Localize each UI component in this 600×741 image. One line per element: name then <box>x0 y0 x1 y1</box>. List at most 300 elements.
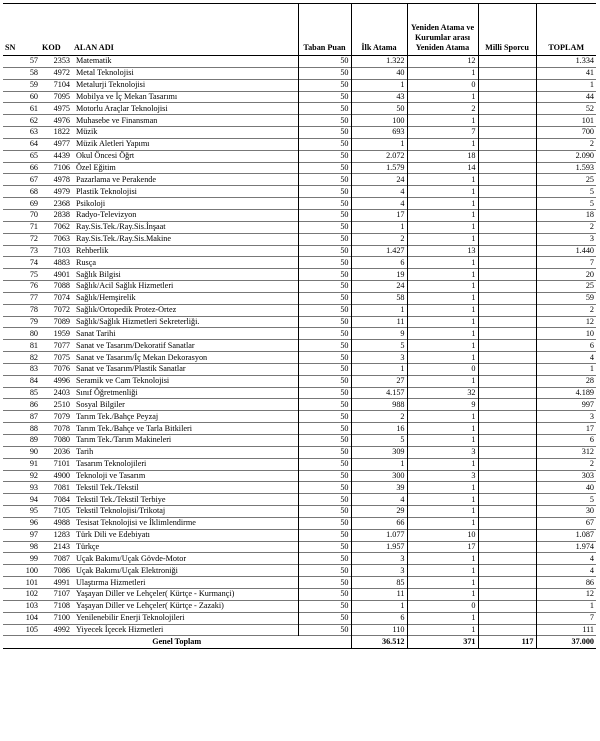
row-alan-adi: Tekstil Teknolojisi/Trikotaj <box>76 506 166 516</box>
row-toplam: 6 <box>536 435 596 447</box>
row-milli-sporcu <box>478 387 536 399</box>
row-taban-puan: 50 <box>298 186 351 198</box>
row-alan-adi: Müzik Aletleri Yapımı <box>76 139 150 149</box>
row-taban-puan: 50 <box>298 209 351 221</box>
row-taban-puan: 50 <box>298 387 351 399</box>
row-sn: 61 <box>29 103 38 113</box>
row-alan-adi: Yaşayan Diller ve Lehçeler( Kürtçe - Kurmançi) <box>76 589 235 599</box>
table-row <box>3 411 596 423</box>
row-milli-sporcu <box>478 245 536 257</box>
row-yeniden-atama: 12 <box>407 56 478 68</box>
row-alan-adi: Sağlık/Sağlık Hizmetleri Sekreterliği. <box>76 316 200 326</box>
row-toplam: 40 <box>536 482 596 494</box>
row-sn: 83 <box>29 364 38 374</box>
row-toplam: 17 <box>536 423 596 435</box>
row-sn: 102 <box>25 589 38 599</box>
row-sn: 91 <box>29 459 38 469</box>
row-alan-adi: Yiyecek İçecek Hizmetleri <box>76 624 164 634</box>
row-toplam: 12 <box>536 316 596 328</box>
row-yeniden-atama: 1 <box>407 91 478 103</box>
row-yeniden-atama: 0 <box>407 600 478 612</box>
table-row <box>3 67 596 79</box>
row-ilk-atama: 300 <box>351 470 407 482</box>
row-ilk-atama: 1.427 <box>351 245 407 257</box>
row-alan-adi: Okul Öncesi Öğrt <box>76 151 135 161</box>
header-alan-adi: ALAN ADI <box>74 43 114 52</box>
row-taban-puan: 50 <box>298 198 351 210</box>
row-alan-adi: Müzik <box>76 127 98 137</box>
row-taban-puan: 50 <box>298 482 351 494</box>
row-toplam: 2 <box>536 138 596 150</box>
row-milli-sporcu <box>478 435 536 447</box>
row-milli-sporcu <box>478 588 536 600</box>
row-kod: 4883 <box>53 257 70 267</box>
row-yeniden-atama: 1 <box>407 482 478 494</box>
row-taban-puan: 50 <box>298 316 351 328</box>
row-milli-sporcu <box>478 399 536 411</box>
row-milli-sporcu <box>478 423 536 435</box>
row-toplam: 2.090 <box>536 150 596 162</box>
row-kod: 7101 <box>53 459 70 469</box>
row-milli-sporcu <box>478 482 536 494</box>
row-alan-adi: Sağlık/Ortopedik Protez-Ortez <box>76 305 177 315</box>
header-taban-puan: Taban Puan <box>298 4 351 56</box>
row-kod: 7084 <box>53 494 70 504</box>
row-toplam: 4.189 <box>536 387 596 399</box>
row-yeniden-atama: 1 <box>407 198 478 210</box>
row-toplam: 4 <box>536 553 596 565</box>
table-row <box>3 245 596 257</box>
row-kod: 7089 <box>53 316 70 326</box>
total-milli-sporcu: 117 <box>478 636 536 649</box>
row-sn: 86 <box>29 399 38 409</box>
row-taban-puan: 50 <box>298 103 351 115</box>
row-kod: 4978 <box>53 174 70 184</box>
table-row <box>3 517 596 529</box>
row-kod: 7105 <box>53 506 70 516</box>
row-kod: 7088 <box>53 281 70 291</box>
row-kod: 1283 <box>53 530 70 540</box>
row-alan-adi: Türkçe <box>76 542 100 552</box>
table-row <box>3 150 596 162</box>
row-sn: 66 <box>29 163 38 173</box>
row-alan-adi: Tekstil Tek./Tekstil <box>76 482 139 492</box>
row-kod: 7079 <box>53 411 70 421</box>
row-kod: 4901 <box>53 269 70 279</box>
row-ilk-atama: 100 <box>351 115 407 127</box>
row-taban-puan: 50 <box>298 375 351 387</box>
row-toplam: 997 <box>536 399 596 411</box>
row-toplam: 52 <box>536 103 596 115</box>
row-kod: 2838 <box>53 210 70 220</box>
row-ilk-atama: 1 <box>351 221 407 233</box>
row-taban-puan: 50 <box>298 494 351 506</box>
row-milli-sporcu <box>478 103 536 115</box>
row-alan-adi: Radyo-Televizyon <box>76 210 137 220</box>
row-kod: 2368 <box>53 198 70 208</box>
table-body <box>3 56 596 636</box>
row-ilk-atama: 1 <box>351 79 407 91</box>
row-yeniden-atama: 1 <box>407 352 478 364</box>
row-kod: 2510 <box>53 399 70 409</box>
row-sn: 95 <box>29 506 38 516</box>
row-sn: 64 <box>29 139 38 149</box>
row-kod: 4991 <box>53 577 70 587</box>
row-kod: 7075 <box>53 352 70 362</box>
table-row <box>3 79 596 91</box>
row-yeniden-atama: 1 <box>407 624 478 636</box>
row-taban-puan: 50 <box>298 553 351 565</box>
row-ilk-atama: 988 <box>351 399 407 411</box>
row-yeniden-atama: 1 <box>407 292 478 304</box>
row-ilk-atama: 4 <box>351 494 407 506</box>
row-sn: 78 <box>29 305 38 315</box>
table-row <box>3 612 596 624</box>
row-sn: 85 <box>29 388 38 398</box>
row-kod: 7095 <box>53 91 70 101</box>
row-taban-puan: 50 <box>298 245 351 257</box>
row-yeniden-atama: 1 <box>407 612 478 624</box>
row-toplam: 44 <box>536 91 596 103</box>
row-yeniden-atama: 1 <box>407 328 478 340</box>
row-sn: 87 <box>29 411 38 421</box>
header-yeniden-atama: Yeniden Atama ve Kurumlar arası Yeniden Atama <box>407 4 478 56</box>
row-milli-sporcu <box>478 506 536 518</box>
row-taban-puan: 50 <box>298 423 351 435</box>
row-ilk-atama: 309 <box>351 446 407 458</box>
row-yeniden-atama: 1 <box>407 494 478 506</box>
row-toplam: 303 <box>536 470 596 482</box>
row-yeniden-atama: 1 <box>407 186 478 198</box>
row-sn: 88 <box>29 423 38 433</box>
row-ilk-atama: 11 <box>351 588 407 600</box>
row-toplam: 10 <box>536 328 596 340</box>
row-ilk-atama: 6 <box>351 612 407 624</box>
row-alan-adi: Metalurji Teknolojisi <box>76 80 146 90</box>
table-row <box>3 186 596 198</box>
row-yeniden-atama: 1 <box>407 257 478 269</box>
row-ilk-atama: 1 <box>351 458 407 470</box>
row-sn: 67 <box>29 174 38 184</box>
row-toplam: 700 <box>536 127 596 139</box>
row-kod: 7074 <box>53 293 70 303</box>
table-row <box>3 565 596 577</box>
row-taban-puan: 50 <box>298 150 351 162</box>
row-toplam: 1.593 <box>536 162 596 174</box>
row-kod: 7063 <box>53 234 70 244</box>
row-kod: 2353 <box>53 56 70 66</box>
row-kod: 4988 <box>53 518 70 528</box>
table-row <box>3 91 596 103</box>
row-ilk-atama: 58 <box>351 292 407 304</box>
row-taban-puan: 50 <box>298 257 351 269</box>
row-milli-sporcu <box>478 316 536 328</box>
row-taban-puan: 50 <box>298 565 351 577</box>
row-milli-sporcu <box>478 115 536 127</box>
row-kod: 7086 <box>53 565 70 575</box>
row-alan-adi: Yenilenebilir Enerji Teknolojileri <box>76 613 185 623</box>
row-sn: 72 <box>29 234 38 244</box>
row-toplam: 20 <box>536 269 596 281</box>
row-kod: 7078 <box>53 423 70 433</box>
row-milli-sporcu <box>478 174 536 186</box>
row-kod: 4975 <box>53 103 70 113</box>
row-ilk-atama: 693 <box>351 127 407 139</box>
table-row <box>3 138 596 150</box>
row-sn: 57 <box>29 56 38 66</box>
row-yeniden-atama: 3 <box>407 446 478 458</box>
table-row <box>3 56 596 68</box>
row-ilk-atama: 11 <box>351 316 407 328</box>
row-sn: 101 <box>25 577 38 587</box>
table-row <box>3 577 596 589</box>
total-ilk-atama: 36.512 <box>351 636 407 649</box>
row-sn: 82 <box>29 352 38 362</box>
row-milli-sporcu <box>478 91 536 103</box>
row-kod: 4900 <box>53 470 70 480</box>
row-milli-sporcu <box>478 304 536 316</box>
row-alan-adi: Türk Dili ve Edebiyatı <box>76 530 150 540</box>
row-sn: 65 <box>29 151 38 161</box>
row-milli-sporcu <box>478 565 536 577</box>
table-row <box>3 292 596 304</box>
row-kod: 7087 <box>53 553 70 563</box>
row-yeniden-atama: 1 <box>407 588 478 600</box>
table-row <box>3 209 596 221</box>
row-alan-adi: Pazarlama ve Perakende <box>76 174 157 184</box>
row-toplam: 25 <box>536 281 596 293</box>
row-ilk-atama: 24 <box>351 174 407 186</box>
row-milli-sporcu <box>478 352 536 364</box>
row-taban-puan: 50 <box>298 506 351 518</box>
row-alan-adi: Ray.Sis.Tek./Ray.Sis.Makine <box>76 234 172 244</box>
row-yeniden-atama: 1 <box>407 67 478 79</box>
row-sn: 99 <box>29 553 38 563</box>
table-row <box>3 257 596 269</box>
row-ilk-atama: 50 <box>351 103 407 115</box>
row-ilk-atama: 9 <box>351 328 407 340</box>
row-yeniden-atama: 10 <box>407 529 478 541</box>
row-taban-puan: 50 <box>298 162 351 174</box>
row-ilk-atama: 1 <box>351 363 407 375</box>
row-sn: 100 <box>25 565 38 575</box>
row-ilk-atama: 4.157 <box>351 387 407 399</box>
row-alan-adi: Plastik Teknolojisi <box>76 186 137 196</box>
row-ilk-atama: 3 <box>351 565 407 577</box>
row-milli-sporcu <box>478 162 536 174</box>
row-milli-sporcu <box>478 541 536 553</box>
row-toplam: 67 <box>536 517 596 529</box>
table-row <box>3 269 596 281</box>
row-ilk-atama: 1.077 <box>351 529 407 541</box>
row-yeniden-atama: 1 <box>407 269 478 281</box>
row-yeniden-atama: 3 <box>407 470 478 482</box>
table-row <box>3 399 596 411</box>
row-yeniden-atama: 2 <box>407 103 478 115</box>
row-taban-puan: 50 <box>298 221 351 233</box>
row-alan-adi: Özel Eğitim <box>76 163 116 173</box>
row-taban-puan: 50 <box>298 328 351 340</box>
table-row <box>3 470 596 482</box>
row-yeniden-atama: 7 <box>407 127 478 139</box>
row-kod: 2403 <box>53 388 70 398</box>
row-toplam: 18 <box>536 209 596 221</box>
row-yeniden-atama: 0 <box>407 363 478 375</box>
row-yeniden-atama: 13 <box>407 245 478 257</box>
table-row <box>3 352 596 364</box>
row-kod: 7100 <box>53 613 70 623</box>
row-toplam: 1.334 <box>536 56 596 68</box>
row-milli-sporcu <box>478 529 536 541</box>
header-ilk-atama: İlk Atama <box>351 4 407 56</box>
row-alan-adi: Metal Teknolojisi <box>76 68 134 78</box>
row-ilk-atama: 5 <box>351 340 407 352</box>
row-alan-adi: Rusça <box>76 257 97 267</box>
row-milli-sporcu <box>478 411 536 423</box>
row-kod: 4976 <box>53 115 70 125</box>
row-alan-adi: Ray.Sis.Tek./Ray.Sis.İnşaat <box>76 222 166 232</box>
row-ilk-atama: 17 <box>351 209 407 221</box>
row-milli-sporcu <box>478 269 536 281</box>
total-toplam: 37.000 <box>536 636 596 649</box>
row-milli-sporcu <box>478 281 536 293</box>
row-yeniden-atama: 1 <box>407 221 478 233</box>
row-ilk-atama: 66 <box>351 517 407 529</box>
row-toplam: 312 <box>536 446 596 458</box>
row-yeniden-atama: 1 <box>407 138 478 150</box>
row-ilk-atama: 3 <box>351 352 407 364</box>
row-kod: 7081 <box>53 482 70 492</box>
row-taban-puan: 50 <box>298 115 351 127</box>
row-sn: 79 <box>29 316 38 326</box>
row-milli-sporcu <box>478 328 536 340</box>
row-taban-puan: 50 <box>298 56 351 68</box>
row-milli-sporcu <box>478 375 536 387</box>
total-label: Genel Toplam <box>152 637 202 647</box>
row-yeniden-atama: 32 <box>407 387 478 399</box>
row-toplam: 12 <box>536 588 596 600</box>
row-sn: 74 <box>29 257 38 267</box>
row-alan-adi: Matematik <box>76 56 112 66</box>
row-toplam: 3 <box>536 411 596 423</box>
row-taban-puan: 50 <box>298 588 351 600</box>
table-row <box>3 281 596 293</box>
row-toplam: 3 <box>536 233 596 245</box>
row-sn: 73 <box>29 245 38 255</box>
row-milli-sporcu <box>478 553 536 565</box>
table-row <box>3 174 596 186</box>
row-kod: 7080 <box>53 435 70 445</box>
row-taban-puan: 50 <box>298 577 351 589</box>
row-taban-puan: 50 <box>298 67 351 79</box>
row-toplam: 1.440 <box>536 245 596 257</box>
row-yeniden-atama: 18 <box>407 150 478 162</box>
row-sn: 71 <box>29 222 38 232</box>
row-toplam: 86 <box>536 577 596 589</box>
table-row <box>3 221 596 233</box>
row-alan-adi: Sağlık Bilgisi <box>76 269 121 279</box>
row-taban-puan: 50 <box>298 612 351 624</box>
header-sn: SN <box>5 43 16 52</box>
row-kod: 4996 <box>53 376 70 386</box>
row-kod: 7104 <box>53 80 70 90</box>
row-kod: 4992 <box>53 624 70 634</box>
row-taban-puan: 50 <box>298 233 351 245</box>
row-alan-adi: Sosyal Bilgiler <box>76 399 125 409</box>
table-row <box>3 340 596 352</box>
row-toplam: 2 <box>536 458 596 470</box>
row-kod: 4972 <box>53 68 70 78</box>
table-row <box>3 103 596 115</box>
table-row <box>3 600 596 612</box>
table-row <box>3 482 596 494</box>
row-alan-adi: Teknoloji ve Tasarım <box>76 470 146 480</box>
row-sn: 104 <box>25 613 38 623</box>
row-milli-sporcu <box>478 257 536 269</box>
row-sn: 69 <box>29 198 38 208</box>
row-kod: 4979 <box>53 186 70 196</box>
row-alan-adi: Rehberlik <box>76 245 109 255</box>
row-ilk-atama: 5 <box>351 435 407 447</box>
row-sn: 70 <box>29 210 38 220</box>
row-yeniden-atama: 1 <box>407 281 478 293</box>
row-alan-adi: Tarım Tek./Tarım Makineleri <box>76 435 172 445</box>
row-sn: 94 <box>29 494 38 504</box>
row-ilk-atama: 6 <box>351 257 407 269</box>
row-alan-adi: Tasarım Teknolojileri <box>76 459 147 469</box>
row-milli-sporcu <box>478 624 536 636</box>
row-toplam: 25 <box>536 174 596 186</box>
row-ilk-atama: 2 <box>351 411 407 423</box>
row-yeniden-atama: 1 <box>407 565 478 577</box>
table-row <box>3 446 596 458</box>
row-yeniden-atama: 1 <box>407 517 478 529</box>
row-milli-sporcu <box>478 186 536 198</box>
row-alan-adi: Sanat ve Tasarım/İç Mekan Dekorasyon <box>76 352 208 362</box>
row-ilk-atama: 24 <box>351 281 407 293</box>
row-kod: 2036 <box>53 447 70 457</box>
row-taban-puan: 50 <box>298 363 351 375</box>
row-taban-puan: 50 <box>298 600 351 612</box>
row-sn: 62 <box>29 115 38 125</box>
table-row <box>3 162 596 174</box>
row-taban-puan: 50 <box>298 529 351 541</box>
row-taban-puan: 50 <box>298 269 351 281</box>
row-yeniden-atama: 1 <box>407 375 478 387</box>
row-alan-adi: Psikoloji <box>76 198 106 208</box>
row-alan-adi: Ulaştırma Hizmetleri <box>76 577 146 587</box>
row-sn: 63 <box>29 127 38 137</box>
row-toplam: 30 <box>536 506 596 518</box>
row-yeniden-atama: 1 <box>407 233 478 245</box>
row-alan-adi: Sağlık/Acil Sağlık Hizmetleri <box>76 281 174 291</box>
table-row <box>3 541 596 553</box>
row-taban-puan: 50 <box>298 174 351 186</box>
row-sn: 89 <box>29 435 38 445</box>
row-milli-sporcu <box>478 209 536 221</box>
row-yeniden-atama: 1 <box>407 423 478 435</box>
table-row <box>3 458 596 470</box>
row-milli-sporcu <box>478 494 536 506</box>
table-row <box>3 624 596 636</box>
row-sn: 59 <box>29 80 38 90</box>
row-kod: 7076 <box>53 364 70 374</box>
row-yeniden-atama: 1 <box>407 304 478 316</box>
row-ilk-atama: 4 <box>351 198 407 210</box>
row-ilk-atama: 27 <box>351 375 407 387</box>
row-kod: 7108 <box>53 601 70 611</box>
row-kod: 4977 <box>53 139 70 149</box>
